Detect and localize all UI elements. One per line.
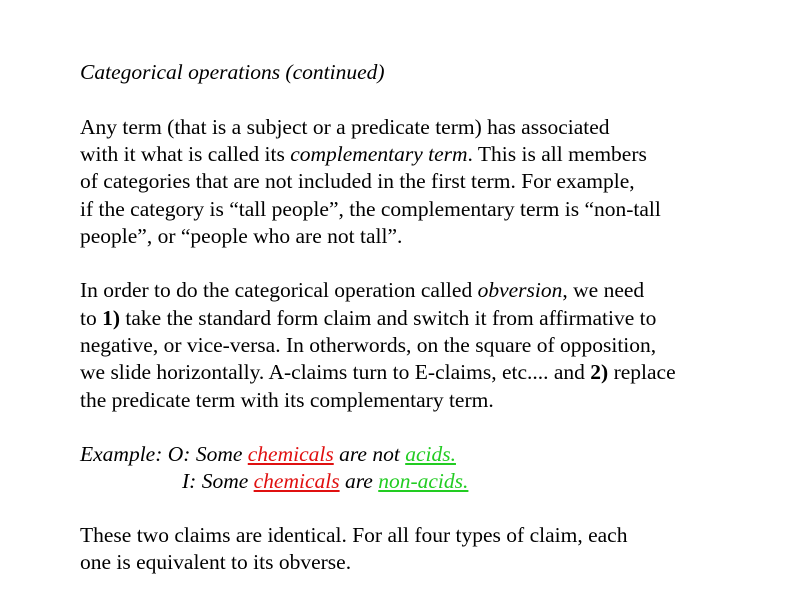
para2-line2-b: take the standard form claim and switch it from affirmative to <box>120 306 657 330</box>
para1-line5: people”, or “people who are not tall”. <box>80 224 403 248</box>
example-line1-subject: chemicals <box>247 442 334 466</box>
step1-label: 1) <box>102 306 121 330</box>
example-line2-subject: chemicals <box>253 469 340 493</box>
para1-line2-b: . This is all members <box>467 142 647 166</box>
para1-line4: if the category is “tall people”, the complementary term is “non-tall <box>80 197 661 221</box>
para2-line2 <box>80 305 656 332</box>
para1-line2-a: with it what is called its <box>80 142 291 166</box>
slide-title: Categorical operations (continued) <box>80 60 385 84</box>
para2-line1 <box>80 277 644 304</box>
example-line2-b: are <box>339 469 379 493</box>
para2-line5: the predicate term with its complementary term. <box>80 388 494 412</box>
example-line2 <box>182 468 468 495</box>
obversion-term-text: obversion <box>477 278 563 302</box>
para2-line4-b: replace <box>608 360 676 384</box>
complementary-term-text: complementary term <box>290 142 468 166</box>
para2-line4 <box>80 359 676 386</box>
example-line1-predicate: acids. <box>405 442 456 466</box>
para2-line2-a: to <box>80 306 103 330</box>
para1-line3: of categories that are not included in the first term. For example, <box>80 169 635 193</box>
para2-line4-a: we slide horizontally. A-claims turn to E-claims, etc.... and <box>80 360 591 384</box>
para2-line1-b: , we need <box>562 278 645 302</box>
example-line2-predicate: non-acids. <box>378 469 469 493</box>
para3-line2: one is equivalent to its obverse. <box>80 550 352 574</box>
example-line1-b: are not <box>333 442 406 466</box>
para1-line1: Any term (that is a subject or a predicate term) has associated <box>80 115 610 139</box>
para2-line3: negative, or vice-versa. In otherwords, on the square of opposition, <box>80 333 657 357</box>
example-line1 <box>80 441 456 468</box>
para1-line2 <box>80 141 647 168</box>
step2-label: 2) <box>590 360 609 384</box>
para2-line1-a: In order to do the categorical operation called <box>80 278 478 302</box>
example-line1-a: Example: O: Some <box>80 442 248 466</box>
example-line2-a: I: Some <box>182 469 254 493</box>
para3-line1: These two claims are identical. For all four types of claim, each <box>80 523 628 547</box>
